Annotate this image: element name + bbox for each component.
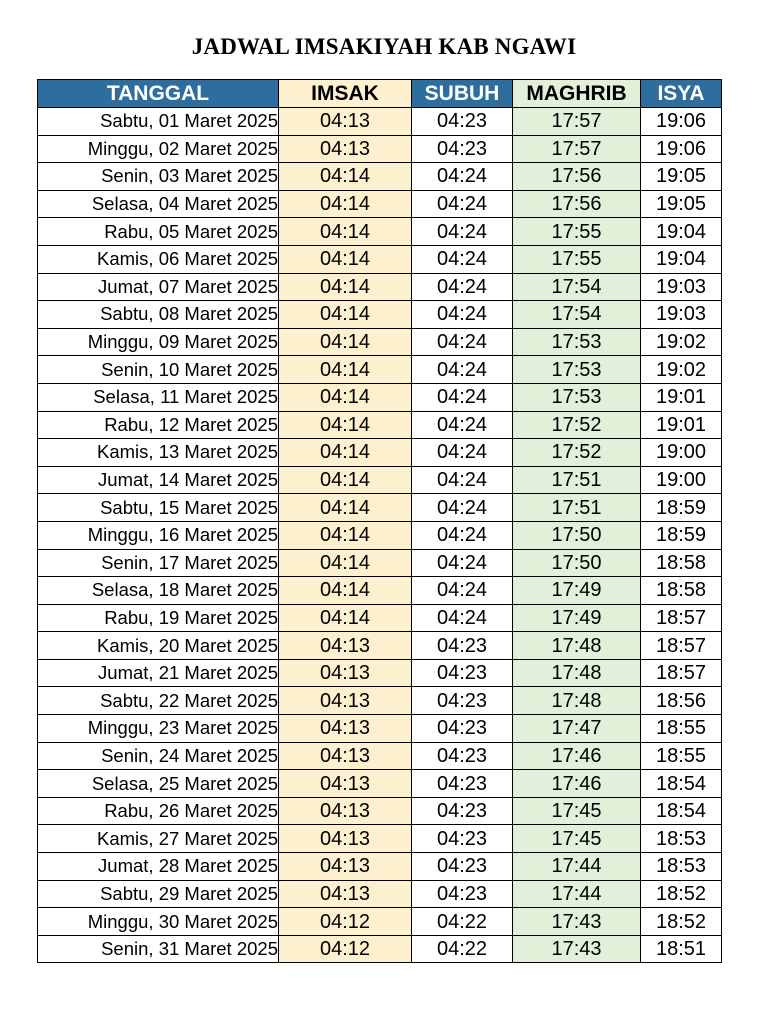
subuh-cell: 04:24 bbox=[412, 356, 513, 384]
date-cell: Selasa, 11 Maret 2025 bbox=[38, 383, 279, 411]
maghrib-cell: 17:52 bbox=[513, 439, 641, 467]
isya-cell: 18:52 bbox=[641, 880, 722, 908]
maghrib-cell: 17:51 bbox=[513, 494, 641, 522]
subuh-cell: 04:24 bbox=[412, 521, 513, 549]
date-cell: Sabtu, 15 Maret 2025 bbox=[38, 494, 279, 522]
imsak-cell: 04:13 bbox=[279, 659, 412, 687]
imsak-cell: 04:14 bbox=[279, 245, 412, 273]
maghrib-cell: 17:46 bbox=[513, 770, 641, 798]
imsak-cell: 04:14 bbox=[279, 190, 412, 218]
maghrib-cell: 17:50 bbox=[513, 549, 641, 577]
date-cell: Selasa, 25 Maret 2025 bbox=[38, 770, 279, 798]
subuh-cell: 04:24 bbox=[412, 494, 513, 522]
isya-cell: 18:56 bbox=[641, 687, 722, 715]
table-row bbox=[38, 549, 722, 577]
subuh-cell: 04:24 bbox=[412, 439, 513, 467]
maghrib-cell: 17:57 bbox=[513, 135, 641, 163]
isya-cell: 19:00 bbox=[641, 439, 722, 467]
date-cell: Senin, 17 Maret 2025 bbox=[38, 549, 279, 577]
date-cell: Senin, 31 Maret 2025 bbox=[38, 935, 279, 963]
subuh-cell: 04:24 bbox=[412, 163, 513, 191]
isya-cell: 19:01 bbox=[641, 411, 722, 439]
date-cell: Senin, 03 Maret 2025 bbox=[38, 163, 279, 191]
table-row bbox=[38, 273, 722, 301]
date-cell: Jumat, 28 Maret 2025 bbox=[38, 853, 279, 881]
maghrib-cell: 17:49 bbox=[513, 577, 641, 605]
subuh-cell: 04:24 bbox=[412, 301, 513, 329]
subuh-cell: 04:23 bbox=[412, 659, 513, 687]
maghrib-cell: 17:48 bbox=[513, 687, 641, 715]
isya-cell: 19:02 bbox=[641, 328, 722, 356]
imsak-cell: 04:14 bbox=[279, 439, 412, 467]
imsak-cell: 04:14 bbox=[279, 383, 412, 411]
table-row bbox=[38, 853, 722, 881]
maghrib-cell: 17:54 bbox=[513, 273, 641, 301]
maghrib-cell: 17:54 bbox=[513, 301, 641, 329]
subuh-cell: 04:24 bbox=[412, 466, 513, 494]
maghrib-cell: 17:49 bbox=[513, 604, 641, 632]
maghrib-cell: 17:46 bbox=[513, 742, 641, 770]
isya-cell: 18:51 bbox=[641, 935, 722, 963]
table-row bbox=[38, 632, 722, 660]
maghrib-cell: 17:47 bbox=[513, 715, 641, 743]
maghrib-cell: 17:48 bbox=[513, 632, 641, 660]
table-row bbox=[38, 356, 722, 384]
imsak-cell: 04:14 bbox=[279, 604, 412, 632]
date-cell: Rabu, 19 Maret 2025 bbox=[38, 604, 279, 632]
imsak-cell: 04:13 bbox=[279, 715, 412, 743]
date-cell: Sabtu, 29 Maret 2025 bbox=[38, 880, 279, 908]
maghrib-cell: 17:53 bbox=[513, 328, 641, 356]
date-cell: Selasa, 18 Maret 2025 bbox=[38, 577, 279, 605]
isya-cell: 18:58 bbox=[641, 549, 722, 577]
imsakiyah-table bbox=[37, 79, 722, 963]
table-row bbox=[38, 880, 722, 908]
imsak-cell: 04:13 bbox=[279, 742, 412, 770]
imsak-cell: 04:14 bbox=[279, 411, 412, 439]
maghrib-cell: 17:52 bbox=[513, 411, 641, 439]
date-cell: Kamis, 20 Maret 2025 bbox=[38, 632, 279, 660]
subuh-cell: 04:24 bbox=[412, 218, 513, 246]
imsak-cell: 04:14 bbox=[279, 273, 412, 301]
subuh-cell: 04:23 bbox=[412, 135, 513, 163]
column-header-subuh: SUBUH bbox=[412, 80, 513, 108]
subuh-cell: 04:24 bbox=[412, 245, 513, 273]
imsak-cell: 04:13 bbox=[279, 825, 412, 853]
date-cell: Senin, 10 Maret 2025 bbox=[38, 356, 279, 384]
table-row bbox=[38, 135, 722, 163]
imsak-cell: 04:14 bbox=[279, 577, 412, 605]
date-cell: Rabu, 26 Maret 2025 bbox=[38, 797, 279, 825]
table-row bbox=[38, 825, 722, 853]
isya-cell: 18:57 bbox=[641, 632, 722, 660]
isya-cell: 18:59 bbox=[641, 494, 722, 522]
imsak-cell: 04:13 bbox=[279, 135, 412, 163]
subuh-cell: 04:23 bbox=[412, 797, 513, 825]
maghrib-cell: 17:44 bbox=[513, 853, 641, 881]
table-row bbox=[38, 439, 722, 467]
maghrib-cell: 17:56 bbox=[513, 163, 641, 191]
date-cell: Sabtu, 01 Maret 2025 bbox=[38, 108, 279, 136]
table-row bbox=[38, 908, 722, 936]
maghrib-cell: 17:51 bbox=[513, 466, 641, 494]
isya-cell: 18:55 bbox=[641, 742, 722, 770]
isya-cell: 19:05 bbox=[641, 190, 722, 218]
date-cell: Minggu, 16 Maret 2025 bbox=[38, 521, 279, 549]
maghrib-cell: 17:56 bbox=[513, 190, 641, 218]
table-row bbox=[38, 190, 722, 218]
date-cell: Jumat, 21 Maret 2025 bbox=[38, 659, 279, 687]
imsak-cell: 04:13 bbox=[279, 797, 412, 825]
subuh-cell: 04:22 bbox=[412, 908, 513, 936]
maghrib-cell: 17:53 bbox=[513, 383, 641, 411]
table-row bbox=[38, 383, 722, 411]
table-row bbox=[38, 521, 722, 549]
isya-cell: 19:01 bbox=[641, 383, 722, 411]
column-header-imsak: IMSAK bbox=[279, 80, 412, 108]
isya-cell: 19:06 bbox=[641, 108, 722, 136]
maghrib-cell: 17:57 bbox=[513, 108, 641, 136]
table-row bbox=[38, 742, 722, 770]
table-row bbox=[38, 659, 722, 687]
date-cell: Selasa, 04 Maret 2025 bbox=[38, 190, 279, 218]
date-cell: Kamis, 13 Maret 2025 bbox=[38, 439, 279, 467]
table-row bbox=[38, 494, 722, 522]
isya-cell: 18:57 bbox=[641, 604, 722, 632]
maghrib-cell: 17:55 bbox=[513, 245, 641, 273]
isya-cell: 18:57 bbox=[641, 659, 722, 687]
isya-cell: 18:59 bbox=[641, 521, 722, 549]
table-row bbox=[38, 935, 722, 963]
date-cell: Kamis, 06 Maret 2025 bbox=[38, 245, 279, 273]
table-row bbox=[38, 797, 722, 825]
isya-cell: 19:04 bbox=[641, 218, 722, 246]
imsak-cell: 04:13 bbox=[279, 632, 412, 660]
imsak-cell: 04:14 bbox=[279, 549, 412, 577]
imsak-cell: 04:13 bbox=[279, 880, 412, 908]
table-row bbox=[38, 466, 722, 494]
subuh-cell: 04:23 bbox=[412, 825, 513, 853]
imsak-cell: 04:12 bbox=[279, 935, 412, 963]
subuh-cell: 04:24 bbox=[412, 549, 513, 577]
table-row bbox=[38, 301, 722, 329]
maghrib-cell: 17:55 bbox=[513, 218, 641, 246]
imsak-cell: 04:13 bbox=[279, 770, 412, 798]
isya-cell: 19:05 bbox=[641, 163, 722, 191]
table-row bbox=[38, 411, 722, 439]
date-cell: Minggu, 02 Maret 2025 bbox=[38, 135, 279, 163]
subuh-cell: 04:24 bbox=[412, 604, 513, 632]
maghrib-cell: 17:44 bbox=[513, 880, 641, 908]
subuh-cell: 04:24 bbox=[412, 577, 513, 605]
subuh-cell: 04:23 bbox=[412, 853, 513, 881]
isya-cell: 18:55 bbox=[641, 715, 722, 743]
isya-cell: 18:54 bbox=[641, 770, 722, 798]
date-cell: Minggu, 09 Maret 2025 bbox=[38, 328, 279, 356]
imsak-cell: 04:14 bbox=[279, 301, 412, 329]
imsak-cell: 04:13 bbox=[279, 687, 412, 715]
date-cell: Sabtu, 08 Maret 2025 bbox=[38, 301, 279, 329]
maghrib-cell: 17:53 bbox=[513, 356, 641, 384]
table-row bbox=[38, 218, 722, 246]
subuh-cell: 04:23 bbox=[412, 742, 513, 770]
table-header-row bbox=[38, 80, 722, 108]
table-row bbox=[38, 715, 722, 743]
imsak-cell: 04:14 bbox=[279, 466, 412, 494]
date-cell: Minggu, 30 Maret 2025 bbox=[38, 908, 279, 936]
imsak-cell: 04:13 bbox=[279, 853, 412, 881]
isya-cell: 19:06 bbox=[641, 135, 722, 163]
subuh-cell: 04:24 bbox=[412, 190, 513, 218]
date-cell: Minggu, 23 Maret 2025 bbox=[38, 715, 279, 743]
maghrib-cell: 17:48 bbox=[513, 659, 641, 687]
isya-cell: 19:02 bbox=[641, 356, 722, 384]
table-row bbox=[38, 108, 722, 136]
column-header-isya: ISYA bbox=[641, 80, 722, 108]
maghrib-cell: 17:43 bbox=[513, 908, 641, 936]
subuh-cell: 04:23 bbox=[412, 687, 513, 715]
isya-cell: 18:58 bbox=[641, 577, 722, 605]
isya-cell: 19:03 bbox=[641, 273, 722, 301]
date-cell: Rabu, 12 Maret 2025 bbox=[38, 411, 279, 439]
subuh-cell: 04:22 bbox=[412, 935, 513, 963]
isya-cell: 18:53 bbox=[641, 825, 722, 853]
date-cell: Rabu, 05 Maret 2025 bbox=[38, 218, 279, 246]
table-row bbox=[38, 604, 722, 632]
column-header-tanggal: TANGGAL bbox=[38, 80, 279, 108]
date-cell: Senin, 24 Maret 2025 bbox=[38, 742, 279, 770]
imsak-cell: 04:14 bbox=[279, 328, 412, 356]
isya-cell: 19:03 bbox=[641, 301, 722, 329]
isya-cell: 19:04 bbox=[641, 245, 722, 273]
maghrib-cell: 17:45 bbox=[513, 797, 641, 825]
subuh-cell: 04:24 bbox=[412, 328, 513, 356]
isya-cell: 18:52 bbox=[641, 908, 722, 936]
table-row bbox=[38, 245, 722, 273]
imsak-cell: 04:14 bbox=[279, 163, 412, 191]
imsak-cell: 04:13 bbox=[279, 108, 412, 136]
table-row bbox=[38, 687, 722, 715]
subuh-cell: 04:24 bbox=[412, 411, 513, 439]
imsak-cell: 04:14 bbox=[279, 218, 412, 246]
subuh-cell: 04:23 bbox=[412, 632, 513, 660]
maghrib-cell: 17:45 bbox=[513, 825, 641, 853]
imsak-cell: 04:14 bbox=[279, 356, 412, 384]
isya-cell: 19:00 bbox=[641, 466, 722, 494]
column-header-maghrib: MAGHRIB bbox=[513, 80, 641, 108]
subuh-cell: 04:24 bbox=[412, 383, 513, 411]
imsak-cell: 04:14 bbox=[279, 494, 412, 522]
subuh-cell: 04:23 bbox=[412, 108, 513, 136]
maghrib-cell: 17:43 bbox=[513, 935, 641, 963]
page-title: JADWAL IMSAKIYAH KAB NGAWI bbox=[191, 34, 577, 59]
isya-cell: 18:54 bbox=[641, 797, 722, 825]
date-cell: Jumat, 07 Maret 2025 bbox=[38, 273, 279, 301]
date-cell: Kamis, 27 Maret 2025 bbox=[38, 825, 279, 853]
imsak-cell: 04:14 bbox=[279, 521, 412, 549]
subuh-cell: 04:23 bbox=[412, 880, 513, 908]
table-row bbox=[38, 577, 722, 605]
table-row bbox=[38, 163, 722, 191]
date-cell: Jumat, 14 Maret 2025 bbox=[38, 466, 279, 494]
table-row bbox=[38, 770, 722, 798]
maghrib-cell: 17:50 bbox=[513, 521, 641, 549]
table-row bbox=[38, 328, 722, 356]
subuh-cell: 04:23 bbox=[412, 770, 513, 798]
subuh-cell: 04:23 bbox=[412, 715, 513, 743]
date-cell: Sabtu, 22 Maret 2025 bbox=[38, 687, 279, 715]
imsak-cell: 04:12 bbox=[279, 908, 412, 936]
isya-cell: 18:53 bbox=[641, 853, 722, 881]
subuh-cell: 04:24 bbox=[412, 273, 513, 301]
